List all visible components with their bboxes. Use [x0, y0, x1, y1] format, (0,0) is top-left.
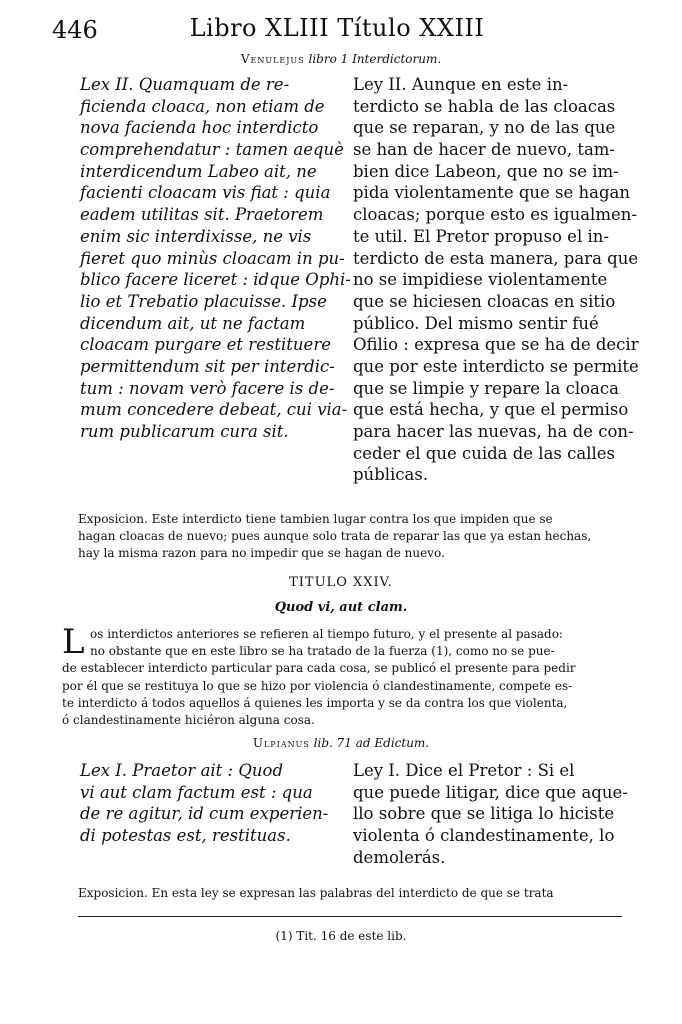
spanish-line: ceder el que cuida de las calles	[353, 443, 616, 463]
intro-line: ó clandestinamente hiciéron alguna cosa.	[62, 712, 315, 727]
exposition-line: hagan cloacas de nuevo; pues aunque solo trata de reparar las que ya estan hechas,	[78, 528, 592, 543]
attribution-source: libro 1 Interdictorum.	[308, 52, 442, 66]
law2-latin-text	[80, 74, 351, 443]
spanish-line: bien dice Labeon, que no se im-	[353, 161, 619, 181]
exposition-line: Exposicion. En esta ley se expresan las palabras del interdicto de que se trata	[78, 886, 554, 900]
spanish-line: que por este interdicto se permite	[353, 356, 639, 376]
law2-exposition	[78, 511, 622, 561]
latin-line: rum publicarum cura sit.	[80, 422, 289, 441]
latin-line: tum : novam verò facere is de-	[80, 378, 335, 398]
spanish-line: cloacas; porque esto es igualmen-	[353, 205, 637, 225]
law2-spanish-text	[353, 74, 639, 486]
spanish-line: Ley I. Dice el Pretor : Si el	[353, 761, 575, 780]
law1-exposition	[78, 885, 622, 902]
latin-line: Lex I. Praetor ait : Quod	[80, 761, 284, 780]
latin-line: facienti cloacam vis fiat : quia	[80, 183, 331, 203]
spanish-line: que se reparan, y no de las que	[353, 118, 616, 138]
spanish-line: te util. El Pretor propuso el in-	[353, 226, 609, 246]
latin-line: blico facere liceret : idque Ophi-	[80, 270, 351, 290]
intro-line: de establecer interdicto particular para cada cosa, se publicó el presente para pedir	[62, 661, 576, 676]
law1-latin-text	[80, 760, 329, 847]
attribution-venulejus	[0, 52, 682, 66]
spanish-line: Ofilio : expresa que se ha de decir	[353, 335, 639, 355]
spanish-line: que se limpie y repare la cloaca	[353, 378, 619, 398]
latin-line: ficienda cloaca, non etiam de	[80, 96, 325, 116]
attribution-ulpianus	[0, 736, 682, 750]
latin-line: enim sic interdixisse, ne vis	[80, 226, 312, 246]
intro-line: te interdicto á todos aquellos á quienes les importa y se da contra los que violenta,	[62, 695, 568, 710]
latin-line: dicendum ait, ut ne factam	[80, 313, 306, 333]
running-title: Libro XLIII Título XXIII	[189, 14, 485, 42]
spanish-line: no se impidiese violentamente	[353, 270, 608, 290]
latin-line: cloacam purgare et restituere	[80, 335, 331, 355]
attribution-source: lib. 71 ad Edictum.	[313, 736, 430, 750]
latin-line: di potestas est, restituas.	[80, 826, 291, 846]
attribution-author: Ulpianus	[252, 736, 310, 750]
intro-line: no obstante que en este libro se ha tratado de la fuerza (1), como no se pue-	[90, 644, 555, 659]
intro-line: por él que se restituya lo que se hizo por violencia ó clandestinamente, compete es-	[62, 678, 573, 693]
attribution-author: Venulejus	[240, 52, 305, 66]
exposition-line: Exposicion. Este interdicto tiene tambien lugar contra los que impiden que se	[78, 512, 553, 526]
title-subtitle: Quod vi, aut clam.	[274, 600, 408, 615]
exposition-line: hay la misma razon para no impedir que se hagan de nuevo.	[78, 545, 445, 560]
latin-line: vi aut clam factum est : qua	[80, 782, 313, 802]
spanish-line: terdicto se habla de las cloacas	[353, 96, 616, 116]
drop-cap: L	[62, 622, 85, 662]
title-introduction	[62, 622, 622, 729]
page-header	[52, 14, 622, 48]
spanish-line: terdicto de esta manera, para que	[353, 248, 639, 268]
spanish-line: que se hiciesen cloacas en sitio	[353, 291, 616, 311]
latin-line: eadem utilitas sit. Praetorem	[80, 205, 324, 225]
latin-line: Lex II. Quamquam de re-	[80, 75, 290, 94]
spanish-line: público. Del mismo sentir fué	[353, 313, 599, 333]
footnote-rule	[78, 916, 622, 917]
spanish-line: se han de hacer de nuevo, tam-	[353, 140, 616, 160]
title-heading: TITULO XXIV.	[289, 575, 393, 590]
spanish-line: Ley II. Aunque en este in-	[353, 75, 569, 94]
spanish-line: pida violentamente que se hagan	[353, 183, 630, 203]
latin-line: de re agitur, id cum experien-	[80, 804, 329, 824]
spanish-line: llo sobre que se litiga lo hiciste	[353, 804, 615, 824]
latin-line: nova facienda hoc interdicto	[80, 118, 319, 138]
page-number: 446	[52, 16, 98, 44]
spanish-line: que está hecha, y que el permiso	[353, 400, 629, 420]
spanish-line: que puede litigar, dice que aque-	[353, 782, 628, 802]
law1-spanish-text	[353, 760, 628, 868]
latin-line: lio et Trebatio placuisse. Ipse	[80, 291, 327, 311]
latin-line: permittendum sit per interdic-	[80, 356, 335, 376]
spanish-line: demolerás.	[353, 847, 446, 867]
latin-line: comprehendatur : tamen aequè	[80, 140, 344, 160]
latin-line: interdicendum Labeo ait, ne	[80, 161, 317, 181]
spanish-line: para hacer las nuevas, ha de con-	[353, 422, 634, 441]
intro-line: os interdictos anteriores se refieren al tiempo futuro, y el presente al pasado:	[90, 627, 563, 641]
spanish-line: violenta ó clandestinamente, lo	[353, 826, 615, 846]
footnote: (1) Tit. 16 de este lib.	[275, 929, 407, 943]
spanish-line: públicas.	[353, 465, 429, 485]
latin-line: fieret quo minùs cloacam in pu-	[80, 248, 345, 268]
latin-line: mum concedere debeat, cui via-	[80, 400, 348, 420]
